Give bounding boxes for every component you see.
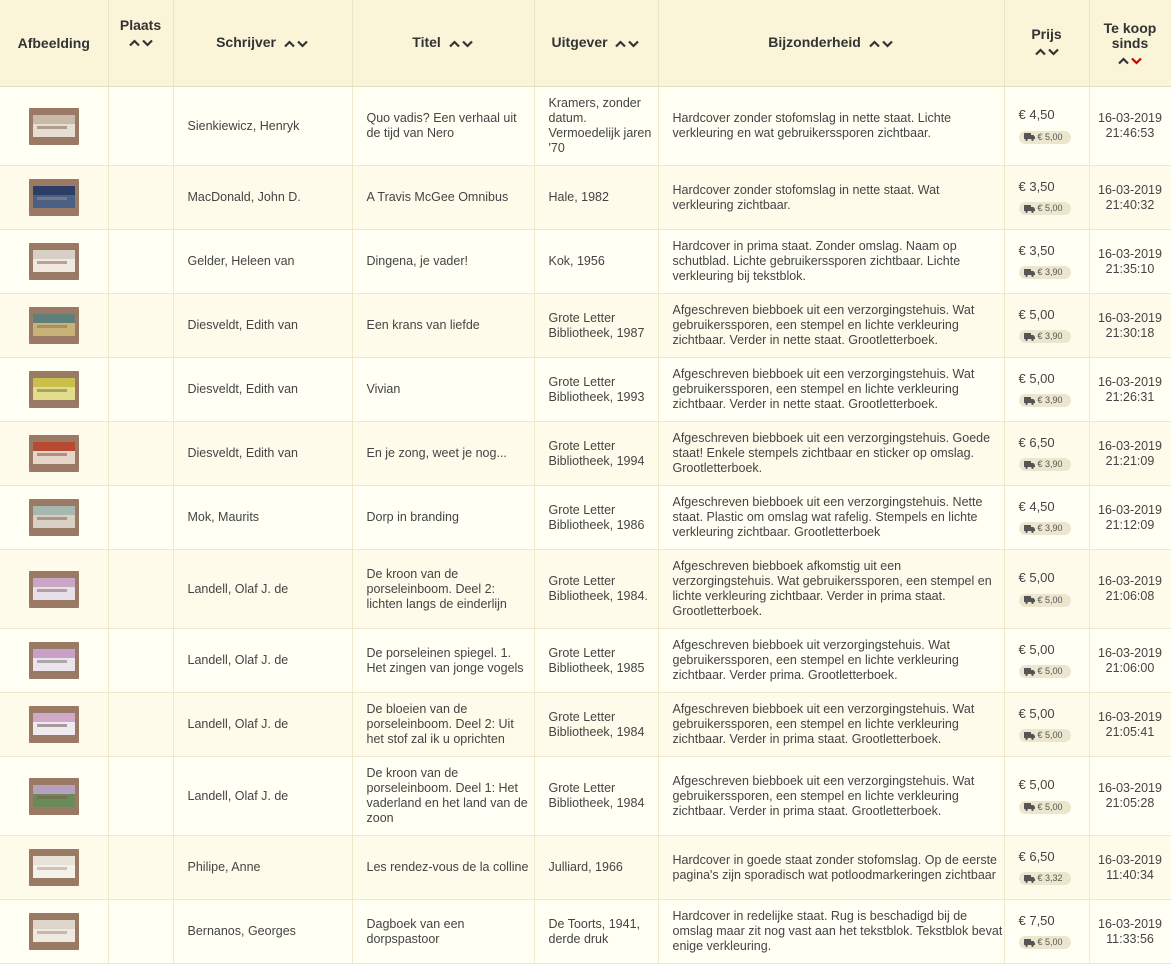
- author-cell: [173, 629, 352, 693]
- since-date: 16-03-2019: [1098, 246, 1162, 261]
- chevron-up-icon[interactable]: [868, 40, 881, 48]
- shipping-text: € 3,90: [1037, 267, 1063, 277]
- truck-icon: [1024, 525, 1035, 533]
- since-date: 16-03-2019: [1098, 574, 1162, 588]
- author-text: Gelder, Heleen van: [187, 254, 295, 268]
- chevron-up-icon[interactable]: [614, 40, 627, 48]
- details-cell: [658, 422, 1004, 486]
- chevron-down-icon[interactable]: [141, 39, 154, 47]
- since-time: 21:30:18: [1105, 325, 1155, 340]
- title-cell[interactable]: [352, 836, 534, 900]
- table-row[interactable]: [0, 358, 1171, 422]
- image-cell[interactable]: [0, 900, 108, 964]
- shipping-text: € 5,00: [1037, 203, 1063, 213]
- truck-icon: [1024, 397, 1035, 405]
- shipping-text: € 3,90: [1037, 459, 1063, 469]
- since-time: 21:21:09: [1105, 453, 1155, 468]
- details-text: Afgeschreven biebboek uit een verzorgingstehuis. Nette staat. Plastic om omslag wat rafelig. Stempels en lichte verkleuring zichtbaar. Grootletterboek: [672, 495, 983, 539]
- chevron-down-icon[interactable]: [1130, 57, 1143, 65]
- shipping-badge: [1019, 522, 1071, 535]
- price-cell: [1004, 294, 1089, 358]
- price-text: € 4,50: [1018, 107, 1055, 122]
- since-cell: [1089, 486, 1171, 550]
- title-text[interactable]: A Travis McGee Omnibus: [366, 190, 509, 204]
- since-time: 11:33:56: [1106, 931, 1154, 946]
- shipping-badge: [1019, 936, 1071, 949]
- book-thumbnail[interactable]: [29, 307, 79, 344]
- author-text: Mok, Maurits: [187, 510, 260, 524]
- sort-controls: [614, 36, 640, 51]
- image-cell[interactable]: [0, 693, 108, 757]
- details-text: Afgeschreven biebboek uit een verzorgingstehuis. Wat gebruikerssporen, een stempel en lichte verkleuring zichtbaar. Verder in prima staat. Grootletterboek.: [672, 773, 975, 818]
- book-thumbnail[interactable]: [29, 642, 79, 679]
- price-text: € 5,00: [1018, 705, 1055, 721]
- truck-icon: [1024, 939, 1035, 947]
- col-price-label: Prijs: [1031, 26, 1062, 42]
- publisher-cell: [534, 87, 658, 166]
- publisher-text: Grote Letter Bibliotheek, 1986: [548, 502, 645, 532]
- title-cell[interactable]: [352, 757, 534, 836]
- title-cell[interactable]: [352, 550, 534, 629]
- since-time: 21:06:00: [1105, 660, 1155, 675]
- sort-controls: [1005, 44, 1089, 59]
- title-cell[interactable]: [352, 230, 534, 294]
- sort-controls: [283, 36, 309, 51]
- book-thumbnail[interactable]: [29, 849, 79, 886]
- col-image-label: Afbeelding: [17, 34, 90, 51]
- title-text[interactable]: Een krans van liefde: [366, 318, 480, 332]
- title-cell[interactable]: [352, 486, 534, 550]
- table-row[interactable]: [0, 693, 1171, 757]
- chevron-up-icon[interactable]: [1034, 48, 1047, 56]
- shipping-badge: [1019, 266, 1071, 279]
- price-text: € 6,50: [1018, 434, 1055, 450]
- title-text[interactable]: Quo vadis? Een verhaal uit de tijd van Nero: [366, 111, 517, 140]
- table-row[interactable]: [0, 486, 1171, 550]
- publisher-cell: [534, 629, 658, 693]
- price-cell: [1004, 422, 1089, 486]
- place-cell: [108, 358, 173, 422]
- author-text: Diesveldt, Edith van: [187, 318, 298, 332]
- shipping-badge: [1019, 729, 1071, 742]
- title-text[interactable]: Dingena, je vader!: [366, 254, 468, 268]
- shipping-text: € 3,90: [1037, 523, 1063, 533]
- since-date: 16-03-2019: [1098, 310, 1162, 325]
- details-cell: [658, 294, 1004, 358]
- author-text: Landell, Olaf J. de: [187, 717, 289, 731]
- col-since-label: Te koop sinds: [1103, 19, 1157, 51]
- truck-icon: [1024, 461, 1035, 469]
- place-cell: [108, 693, 173, 757]
- author-cell: [173, 900, 352, 964]
- image-cell[interactable]: [0, 166, 108, 230]
- col-place-label: Plaats: [119, 17, 162, 33]
- price-text: € 5,00: [1018, 641, 1055, 657]
- details-text: Hardcover zonder stofomslag in nette staat. Lichte verkleuring en wat gebruikerssporen zichtbaar.: [672, 111, 952, 140]
- details-text: Hardcover in redelijke staat. Rug is beschadigd bij de omslag maar zit nog vast aan het tekstblok. Tekstblok bevat enige verkleuring.: [672, 909, 1003, 953]
- publisher-text: Grote Letter Bibliotheek, 1993: [548, 374, 645, 404]
- author-cell: [173, 836, 352, 900]
- place-cell: [108, 629, 173, 693]
- shipping-text: € 3,32: [1037, 873, 1063, 883]
- book-thumbnail[interactable]: [29, 371, 79, 408]
- book-thumbnail[interactable]: [29, 778, 79, 815]
- image-cell[interactable]: [0, 87, 108, 166]
- shipping-badge: [1019, 872, 1071, 885]
- since-cell: [1089, 358, 1171, 422]
- table-row[interactable]: [0, 900, 1171, 964]
- price-cell: [1004, 757, 1089, 836]
- details-text: Afgeschreven biebboek uit een verzorgingstehuis. Wat gebruikerssporen, een stempel en lichte verkleuring zichtbaar. Verder in nette staat. Grootletterboek.: [672, 303, 975, 347]
- book-thumbnail[interactable]: [29, 913, 79, 950]
- chevron-down-icon[interactable]: [1047, 48, 1060, 56]
- since-date: 16-03-2019: [1098, 374, 1162, 389]
- shipping-text: € 5,00: [1037, 801, 1063, 812]
- shipping-text: € 5,00: [1037, 730, 1063, 740]
- details-text: Hardcover in goede staat zonder stofomslag. Op de eerste pagina's zijn sporadisch wat potloodmarkeringen zichtbaar: [672, 852, 997, 882]
- author-text: Landell, Olaf J. de: [187, 581, 289, 596]
- details-text: Afgeschreven biebboek uit een verzorgingstehuis. Wat gebruikerssporen, een stempel en lichte verkleuring zichtbaar. Verder in nette staat. Grootletterboek.: [672, 367, 975, 411]
- col-price-header[interactable]: [1004, 0, 1089, 87]
- col-publisher-header[interactable]: [534, 0, 658, 87]
- details-cell: [658, 486, 1004, 550]
- title-cell[interactable]: [352, 693, 534, 757]
- shipping-badge: [1019, 594, 1071, 607]
- shipping-text: € 5,00: [1037, 131, 1063, 142]
- title-text[interactable]: Dagboek van een dorpspastoor: [366, 916, 465, 946]
- since-date: 16-03-2019: [1098, 502, 1162, 517]
- since-time: 21:26:31: [1105, 389, 1155, 404]
- publisher-cell: [534, 166, 658, 230]
- price-text: € 4,50: [1018, 498, 1055, 514]
- shipping-badge: [1019, 801, 1071, 814]
- since-time: 21:46:53: [1105, 126, 1155, 140]
- truck-icon: [1024, 668, 1035, 676]
- image-cell[interactable]: [0, 486, 108, 550]
- author-text: Landell, Olaf J. de: [187, 788, 289, 803]
- since-time: 21:05:28: [1105, 796, 1155, 810]
- chevron-up-icon[interactable]: [128, 39, 141, 47]
- details-text: Afgeschreven biebboek afkomstig uit een verzorgingstehuis. Wat gebruikerssporen, een stempel en lichte verkleuring zichtbaar. Verder in prima staat. Grootletterboek.: [672, 559, 992, 618]
- details-cell: [658, 629, 1004, 693]
- shipping-text: € 3,90: [1037, 395, 1063, 405]
- author-cell: [173, 230, 352, 294]
- chevron-down-icon[interactable]: [461, 40, 474, 48]
- publisher-cell: [534, 294, 658, 358]
- since-time: 21:05:41: [1105, 724, 1155, 739]
- title-text[interactable]: De kroon van de porseleinboom. Deel 2: lichten langs de einderlijn: [366, 566, 507, 611]
- shipping-text: € 5,00: [1037, 937, 1063, 947]
- title-cell[interactable]: [352, 358, 534, 422]
- image-cell[interactable]: [0, 230, 108, 294]
- chevron-up-icon[interactable]: [448, 40, 461, 48]
- book-thumbnail[interactable]: [29, 179, 79, 216]
- chevron-up-icon[interactable]: [1117, 57, 1130, 65]
- place-cell: [108, 422, 173, 486]
- price-text: € 7,50: [1018, 912, 1055, 928]
- sort-controls: [868, 36, 894, 51]
- since-date: 16-03-2019: [1098, 111, 1162, 125]
- truck-icon: [1024, 732, 1035, 740]
- place-cell: [108, 486, 173, 550]
- col-title-label: Titel: [412, 34, 441, 51]
- author-text: Philipe, Anne: [187, 860, 261, 874]
- shipping-badge: [1019, 330, 1071, 343]
- price-cell: [1004, 900, 1089, 964]
- table-row[interactable]: [0, 87, 1171, 166]
- since-cell: [1089, 166, 1171, 230]
- publisher-cell: [534, 358, 658, 422]
- image-cell[interactable]: [0, 550, 108, 629]
- publisher-text: Kramers, zonder datum. Vermoedelijk jaren '70: [548, 96, 652, 155]
- col-title-header[interactable]: [352, 0, 534, 87]
- price-text: € 5,00: [1018, 777, 1055, 792]
- col-place-header[interactable]: [108, 0, 173, 87]
- publisher-cell: [534, 550, 658, 629]
- since-date: 16-03-2019: [1098, 438, 1162, 453]
- since-date: 16-03-2019: [1098, 645, 1162, 660]
- publisher-text: Grote Letter Bibliotheek, 1994: [548, 438, 645, 468]
- details-cell: [658, 230, 1004, 294]
- table-row[interactable]: [0, 629, 1171, 693]
- details-text: Hardcover in prima staat. Zonder omslag. Naam op schutblad. Lichte gebruikerssporen zichtbaar. Lichte verkleuring bij tekstblok.: [672, 239, 961, 283]
- title-cell[interactable]: [352, 629, 534, 693]
- col-since-header[interactable]: [1089, 0, 1171, 87]
- place-cell: [108, 166, 173, 230]
- col-image-header: [0, 0, 108, 87]
- book-thumbnail[interactable]: [29, 571, 79, 608]
- since-cell: [1089, 900, 1171, 964]
- details-cell: [658, 757, 1004, 836]
- publisher-cell: [534, 757, 658, 836]
- title-cell[interactable]: [352, 166, 534, 230]
- author-text: Bernanos, Georges: [187, 924, 296, 938]
- col-publisher-label: Uitgever: [551, 34, 608, 51]
- col-author-header[interactable]: [173, 0, 352, 87]
- title-cell[interactable]: [352, 294, 534, 358]
- book-thumbnail[interactable]: [29, 499, 79, 536]
- details-text: Afgeschreven biebboek uit verzorgingstehuis. Wat gebruikerssporen, een stempel en lichte verkleuring zichtbaar. Verder prima. Grootletterboek.: [672, 638, 959, 682]
- col-details-header[interactable]: [658, 0, 1004, 87]
- place-cell: [108, 230, 173, 294]
- price-cell: [1004, 550, 1089, 629]
- table-row[interactable]: [0, 550, 1171, 629]
- image-cell[interactable]: [0, 629, 108, 693]
- place-cell: [108, 550, 173, 629]
- author-text: Diesveldt, Edith van: [187, 382, 298, 396]
- author-text: Sienkiewicz, Henryk: [187, 118, 300, 133]
- author-cell: [173, 757, 352, 836]
- details-cell: [658, 87, 1004, 166]
- truck-icon: [1024, 333, 1035, 341]
- shipping-badge: [1019, 665, 1071, 678]
- price-text: € 5,00: [1018, 306, 1055, 322]
- sort-controls: [109, 35, 173, 50]
- author-cell: [173, 294, 352, 358]
- title-text[interactable]: De bloeien van de porseleinboom. Deel 2: Uit het stof zal ik u oprichten: [366, 702, 514, 746]
- book-thumbnail[interactable]: [29, 108, 79, 145]
- author-text: Landell, Olaf J. de: [187, 653, 289, 667]
- since-cell: [1089, 629, 1171, 693]
- shipping-badge: [1019, 131, 1071, 144]
- place-cell: [108, 294, 173, 358]
- since-date: 16-03-2019: [1098, 852, 1162, 867]
- details-text: Afgeschreven biebboek uit een verzorgingstehuis. Goede staat! Enkele stempels zichtbaar en sticker op omslag. Grootletterboek.: [672, 431, 991, 475]
- price-cell: [1004, 230, 1089, 294]
- truck-icon: [1024, 875, 1035, 883]
- truck-icon: [1024, 269, 1035, 277]
- table-row[interactable]: [0, 422, 1171, 486]
- author-cell: [173, 358, 352, 422]
- place-cell: [108, 900, 173, 964]
- publisher-text: Grote Letter Bibliotheek, 1987: [548, 310, 645, 340]
- title-cell[interactable]: [352, 422, 534, 486]
- chevron-down-icon[interactable]: [627, 40, 640, 48]
- table-row[interactable]: [0, 294, 1171, 358]
- details-cell: [658, 550, 1004, 629]
- since-cell: [1089, 294, 1171, 358]
- details-cell: [658, 693, 1004, 757]
- since-cell: [1089, 422, 1171, 486]
- author-cell: [173, 87, 352, 166]
- book-thumbnail[interactable]: [29, 243, 79, 280]
- details-cell: [658, 358, 1004, 422]
- image-cell[interactable]: [0, 422, 108, 486]
- sort-controls: [448, 36, 474, 51]
- price-cell: [1004, 358, 1089, 422]
- price-cell: [1004, 166, 1089, 230]
- book-thumbnail[interactable]: [29, 435, 79, 472]
- table-row[interactable]: [0, 230, 1171, 294]
- title-text[interactable]: De kroon van de porseleinboom. Deel 1: Het vaderland en het land van de zoon: [366, 766, 528, 825]
- price-cell: [1004, 87, 1089, 166]
- sort-controls: [1090, 53, 1171, 68]
- price-cell: [1004, 693, 1089, 757]
- image-cell[interactable]: [0, 757, 108, 836]
- shipping-badge: [1019, 458, 1071, 471]
- details-cell: [658, 166, 1004, 230]
- price-cell: [1004, 486, 1089, 550]
- price-text: € 5,00: [1018, 370, 1055, 386]
- publisher-text: De Toorts, 1941, derde druk: [548, 916, 640, 946]
- since-cell: [1089, 230, 1171, 294]
- since-time: 21:12:09: [1105, 517, 1155, 532]
- since-date: 16-03-2019: [1098, 709, 1162, 724]
- chevron-up-icon[interactable]: [283, 40, 296, 48]
- since-time: 21:40:32: [1105, 197, 1155, 212]
- details-text: Hardcover zonder stofomslag in nette staat. Wat verkleuring zichtbaar.: [672, 182, 940, 212]
- chevron-down-icon[interactable]: [881, 40, 894, 48]
- shipping-text: € 5,00: [1037, 594, 1063, 605]
- table-row[interactable]: [0, 757, 1171, 836]
- image-cell[interactable]: [0, 358, 108, 422]
- since-date: 16-03-2019: [1098, 781, 1162, 795]
- author-cell: [173, 486, 352, 550]
- shipping-text: € 3,90: [1037, 331, 1063, 341]
- publisher-text: Hale, 1982: [548, 190, 609, 204]
- title-cell[interactable]: [352, 87, 534, 166]
- table-row[interactable]: [0, 166, 1171, 230]
- price-text: € 5,00: [1018, 570, 1055, 585]
- since-time: 21:35:10: [1105, 261, 1155, 276]
- place-cell: [108, 87, 173, 166]
- price-text: € 6,50: [1018, 848, 1055, 864]
- since-cell: [1089, 87, 1171, 166]
- shipping-badge: [1019, 202, 1071, 215]
- author-text: MacDonald, John D.: [187, 190, 301, 204]
- details-cell: [658, 900, 1004, 964]
- author-text: Diesveldt, Edith van: [187, 446, 298, 460]
- price-text: € 3,50: [1018, 242, 1055, 258]
- publisher-text: Kok, 1956: [548, 254, 605, 268]
- place-cell: [108, 757, 173, 836]
- place-cell: [108, 836, 173, 900]
- truck-icon: [1024, 803, 1035, 811]
- since-time: 11:40:34: [1106, 867, 1154, 882]
- shipping-text: € 5,00: [1037, 666, 1063, 676]
- title-text[interactable]: Dorp in branding: [366, 510, 459, 524]
- price-cell: [1004, 836, 1089, 900]
- publisher-cell: [534, 836, 658, 900]
- truck-icon: [1024, 205, 1035, 213]
- publisher-text: Grote Letter Bibliotheek, 1984: [548, 781, 645, 810]
- publisher-cell: [534, 900, 658, 964]
- price-cell: [1004, 629, 1089, 693]
- publisher-text: Grote Letter Bibliotheek, 1984: [548, 709, 645, 739]
- since-date: 16-03-2019: [1098, 182, 1162, 197]
- title-text[interactable]: En je zong, weet je nog...: [366, 446, 507, 460]
- table-row[interactable]: [0, 836, 1171, 900]
- since-cell: [1089, 693, 1171, 757]
- since-time: 21:06:08: [1105, 589, 1155, 603]
- since-cell: [1089, 836, 1171, 900]
- publisher-text: Grote Letter Bibliotheek, 1984.: [548, 574, 648, 603]
- author-cell: [173, 550, 352, 629]
- title-text[interactable]: Vivian: [366, 382, 401, 396]
- publisher-text: Grote Letter Bibliotheek, 1985: [548, 645, 645, 675]
- author-cell: [173, 166, 352, 230]
- truck-icon: [1024, 133, 1035, 141]
- header-row: [0, 0, 1171, 87]
- col-details-label: Bijzonderheid: [768, 34, 861, 51]
- title-text[interactable]: De porseleinen spiegel. 1. Het zingen van jonge vogels: [366, 645, 524, 675]
- publisher-text: Julliard, 1966: [548, 860, 623, 874]
- shipping-badge: [1019, 394, 1071, 407]
- book-thumbnail[interactable]: [29, 706, 79, 743]
- publisher-cell: [534, 230, 658, 294]
- publisher-cell: [534, 486, 658, 550]
- title-cell[interactable]: [352, 900, 534, 964]
- since-date: 16-03-2019: [1098, 916, 1162, 931]
- since-cell: [1089, 757, 1171, 836]
- publisher-cell: [534, 422, 658, 486]
- details-cell: [658, 836, 1004, 900]
- price-text: € 3,50: [1018, 178, 1055, 194]
- since-cell: [1089, 550, 1171, 629]
- author-cell: [173, 693, 352, 757]
- title-text[interactable]: Les rendez-vous de la colline: [366, 860, 529, 874]
- truck-icon: [1024, 596, 1035, 604]
- chevron-down-icon[interactable]: [296, 40, 309, 48]
- image-cell[interactable]: [0, 836, 108, 900]
- details-text: Afgeschreven biebboek uit een verzorgingstehuis. Wat gebruikerssporen, een stempel en lichte verkleuring zichtbaar. Verder in prima staat. Grootletterboek.: [672, 702, 975, 746]
- image-cell[interactable]: [0, 294, 108, 358]
- col-author-label: Schrijver: [216, 34, 277, 51]
- publisher-cell: [534, 693, 658, 757]
- author-cell: [173, 422, 352, 486]
